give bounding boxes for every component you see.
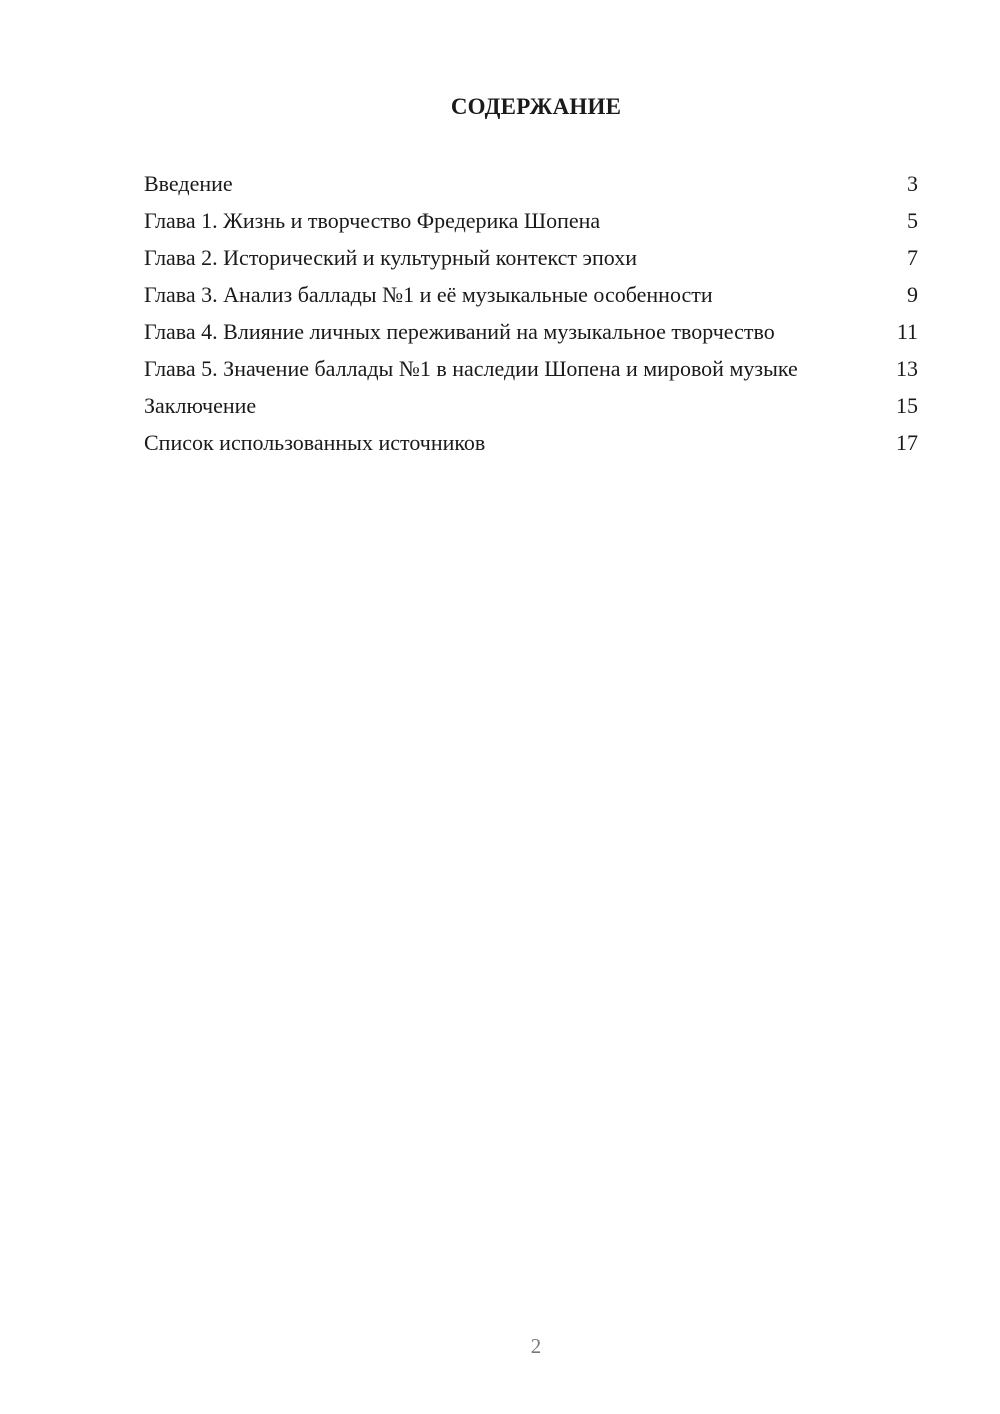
toc-entry-chapter-1[interactable] [144, 207, 918, 234]
toc-entry-page: 17 [896, 430, 918, 455]
toc-entry-label: Заключение [144, 393, 257, 418]
toc-entry-introduction[interactable] [144, 170, 918, 197]
toc-entry-page: 9 [907, 282, 918, 307]
toc-entry-label: Глава 4. Влияние личных переживаний на музыкальное творчество [144, 319, 775, 344]
table-of-contents [144, 170, 918, 466]
toc-heading: СОДЕРЖАНИЕ [450, 94, 622, 119]
toc-entry-chapter-4[interactable] [144, 318, 918, 345]
toc-entry-chapter-3[interactable] [144, 281, 918, 308]
toc-entry-label: Глава 3. Анализ баллады №1 и её музыкальные особенности [144, 282, 713, 307]
toc-entry-chapter-2[interactable] [144, 244, 918, 271]
toc-entry-conclusion[interactable] [144, 392, 918, 419]
toc-entry-label: Глава 2. Исторический и культурный контекст эпохи [144, 245, 637, 270]
toc-entry-chapter-5[interactable] [144, 355, 918, 382]
toc-entry-page: 15 [896, 393, 918, 418]
toc-entry-page: 5 [907, 208, 918, 233]
toc-entry-page: 3 [907, 171, 918, 196]
toc-entry-label: Глава 5. Значение баллады №1 в наследии Шопена и мировой музыке [144, 356, 798, 381]
toc-entry-page: 7 [907, 245, 918, 270]
toc-entry-page: 13 [896, 356, 918, 381]
toc-entry-page: 11 [896, 319, 918, 344]
toc-entry-label: Глава 1. Жизнь и творчество Фредерика Шопена [144, 208, 601, 233]
toc-entry-label: Список использованных источников [144, 430, 486, 455]
toc-entry-label: Введение [144, 171, 233, 196]
toc-entry-references[interactable] [144, 429, 918, 456]
page-number: 2 [530, 1334, 542, 1358]
